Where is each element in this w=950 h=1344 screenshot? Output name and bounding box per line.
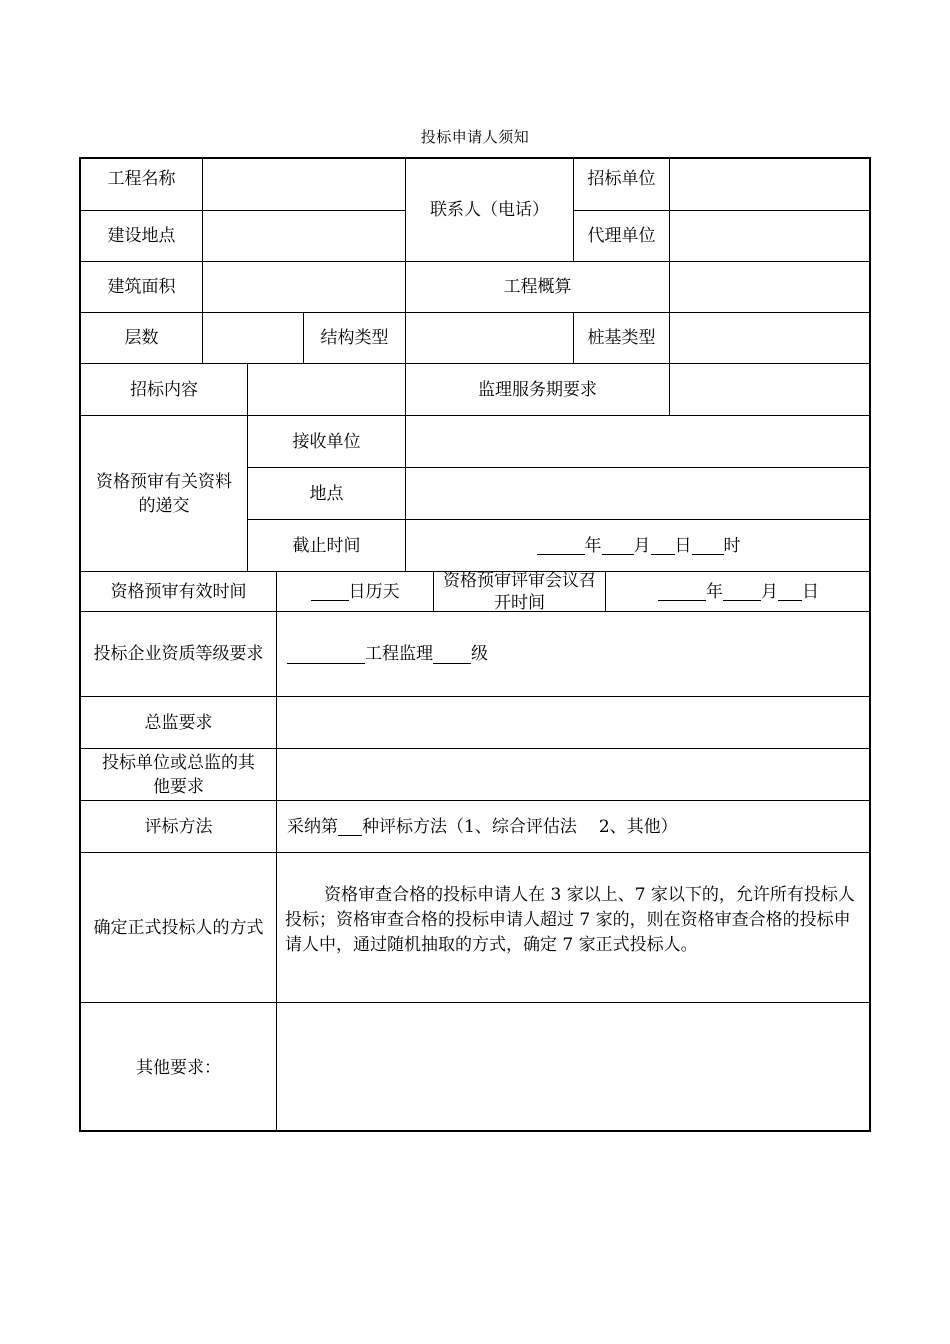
field-review-meeting[interactable] [605, 571, 871, 611]
label-agent-unit: 代理单位 [573, 210, 669, 261]
field-other-requirements-unit[interactable] [276, 748, 871, 800]
field-deadline[interactable] [405, 519, 871, 571]
field-agent-unit[interactable] [669, 210, 871, 261]
label-build-location: 建设地点 [81, 210, 202, 261]
field-building-area[interactable] [202, 261, 405, 312]
evaluation-suffix: 种评标方法（1、综合评估法 [362, 816, 577, 837]
field-tender-content[interactable] [247, 363, 405, 415]
label-tender-content: 招标内容 [81, 363, 247, 415]
label-qualification: 投标企业资质等级要求 [81, 611, 276, 696]
label-tender-unit: 招标单位 [573, 159, 669, 210]
field-prequal-valid[interactable] [276, 571, 433, 611]
label-prequal-submit: 资格预审有关资料的递交 [81, 415, 247, 571]
label-other-requirements-unit: 投标单位或总监的其他要求 [81, 748, 276, 800]
blank-day[interactable] [651, 536, 675, 555]
blank-month[interactable] [602, 536, 634, 555]
label-building-area: 建筑面积 [81, 261, 202, 312]
field-service-period[interactable] [669, 363, 871, 415]
label-pile-type: 桩基类型 [573, 312, 669, 363]
field-evaluation-method[interactable] [276, 800, 871, 852]
evaluation-option2: 2、其他） [598, 816, 678, 837]
blank-evaluation-choice[interactable] [338, 817, 362, 836]
label-floors: 层数 [81, 312, 202, 363]
unit-meeting-year: 年 [706, 581, 723, 602]
field-receiving-unit[interactable] [405, 415, 871, 467]
blank-days[interactable] [311, 582, 349, 601]
field-chief-supervisor[interactable] [276, 696, 871, 748]
field-pile-type[interactable] [669, 312, 871, 363]
blank-qualification-type[interactable] [287, 645, 365, 664]
blank-meeting-day[interactable] [778, 582, 802, 601]
field-structure-type[interactable] [405, 312, 573, 363]
blank-hour[interactable] [692, 536, 724, 555]
blank-meeting-year[interactable] [658, 582, 706, 601]
bidder-method-text: 资格审查合格的投标申请人在 3 家以上、7 家以下的，允许所有投标人投标；资格审查合格的投标申请人超过 7 家的，则在资格审查合格的投标申请人中，通过随机抽取的方式，确定 7 家正式投标人。 [276, 852, 871, 1002]
label-evaluation-method: 评标方法 [81, 800, 276, 852]
label-place: 地点 [247, 467, 405, 519]
label-receiving-unit: 接收单位 [247, 415, 405, 467]
label-project-estimate: 工程概算 [405, 261, 669, 312]
unit-meeting-day: 日 [802, 581, 819, 602]
field-project-estimate[interactable] [669, 261, 871, 312]
blank-meeting-month[interactable] [723, 582, 761, 601]
field-place[interactable] [405, 467, 871, 519]
label-contact: 联系人（电话） [405, 159, 573, 261]
label-chief-supervisor: 总监要求 [81, 696, 276, 748]
unit-month: 月 [633, 535, 651, 556]
label-prequal-valid: 资格预审有效时间 [81, 571, 276, 611]
field-other[interactable] [276, 1002, 871, 1132]
evaluation-prefix: 采纳第 [287, 816, 338, 837]
label-service-period: 监理服务期要求 [405, 363, 669, 415]
blank-year[interactable] [537, 536, 585, 555]
field-qualification[interactable] [276, 611, 871, 696]
field-build-location[interactable] [202, 210, 405, 261]
label-project-name: 工程名称 [107, 169, 176, 189]
blank-qualification-level[interactable] [433, 645, 471, 664]
unit-hour: 时 [723, 535, 741, 556]
page-title: 投标申请人须知 [420, 128, 530, 146]
unit-calendar-days: 日历天 [348, 581, 400, 602]
label-structure-type: 结构类型 [303, 312, 405, 363]
field-project-name[interactable] [202, 159, 405, 210]
unit-year: 年 [584, 535, 602, 556]
label-deadline: 截止时间 [247, 519, 405, 571]
label-review-meeting: 资格预审评审会议召开时间 [433, 571, 605, 611]
field-tender-unit[interactable] [669, 159, 871, 210]
field-floors[interactable] [202, 312, 303, 363]
application-form [79, 157, 871, 1132]
label-other: 其他要求： [81, 1002, 276, 1132]
qualification-end: 级 [471, 644, 488, 664]
label-bidder-method: 确定正式投标人的方式 [81, 852, 276, 1002]
unit-day: 日 [674, 535, 692, 556]
qualification-mid: 工程监理 [365, 644, 433, 664]
unit-meeting-month: 月 [761, 581, 778, 602]
